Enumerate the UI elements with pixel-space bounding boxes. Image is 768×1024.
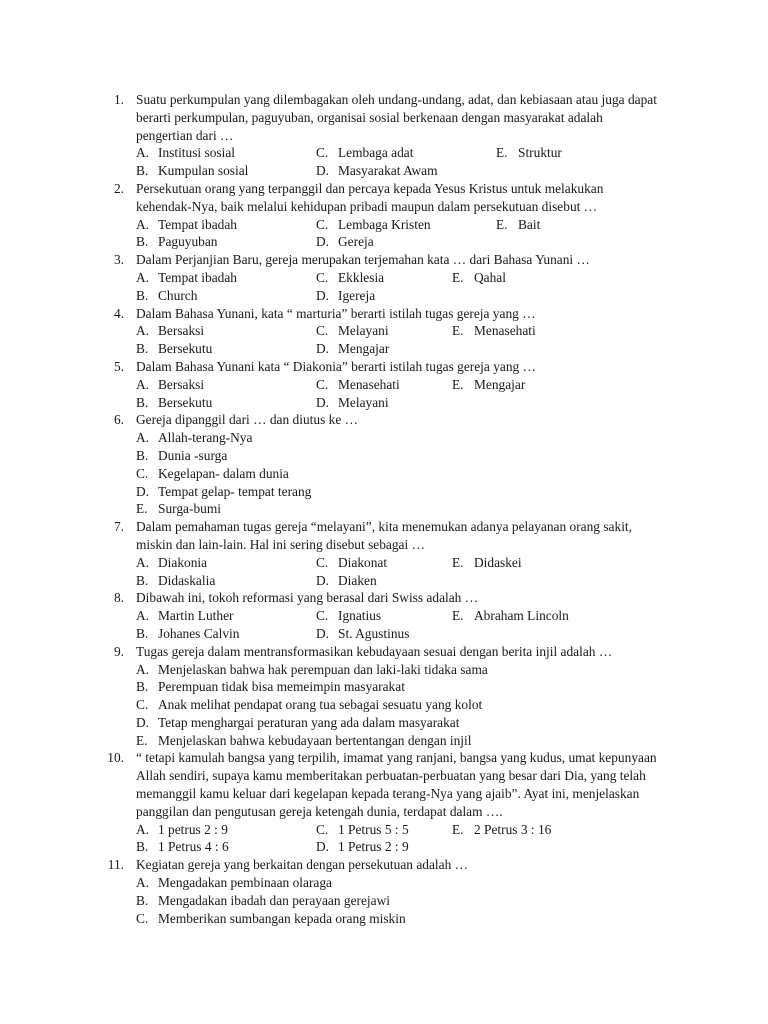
question-text: kehendak-Nya, baik melalui kehidupan pribadi maupun dalam persekutuan disebut … bbox=[136, 198, 598, 214]
option-text: Memberikan sumbangan kepada orang miskin bbox=[158, 910, 406, 926]
question-3 bbox=[0, 251, 768, 304]
answer-option bbox=[316, 340, 389, 358]
option-text: Didaskalia bbox=[158, 572, 216, 588]
answer-option bbox=[496, 144, 562, 162]
question-8 bbox=[0, 589, 768, 642]
option-letter: B. bbox=[136, 341, 149, 357]
option-text: Bait bbox=[518, 216, 541, 232]
option-letter: D. bbox=[316, 234, 330, 250]
option-text: Bersekutu bbox=[158, 394, 213, 410]
answer-option bbox=[136, 269, 237, 287]
answer-option bbox=[136, 838, 229, 856]
answer-option bbox=[452, 554, 522, 572]
option-letter: D. bbox=[136, 714, 150, 730]
question-line bbox=[0, 643, 768, 661]
option-row bbox=[0, 216, 768, 234]
option-letter: E. bbox=[452, 269, 464, 285]
option-row bbox=[0, 874, 768, 892]
option-row bbox=[0, 233, 768, 251]
option-letter: D. bbox=[316, 839, 330, 855]
answer-option bbox=[136, 430, 252, 445]
question-4 bbox=[0, 305, 768, 358]
question-6 bbox=[0, 411, 768, 518]
option-letter: B. bbox=[136, 839, 149, 855]
option-text: Allah-terang-Nya bbox=[158, 430, 253, 446]
question-text: Kegiatan gereja yang berkaitan dengan persekutuan adalah … bbox=[136, 857, 469, 873]
question-line bbox=[0, 803, 768, 821]
question-text: Dalam Perjanjian Baru, gereja merupakan terjemahan kata … dari Bahasa Yunani … bbox=[136, 252, 590, 268]
option-letter: A. bbox=[136, 269, 150, 285]
option-row bbox=[0, 625, 768, 643]
option-text: Tetap menghargai peraturan yang ada dalam masyarakat bbox=[158, 714, 460, 730]
question-line bbox=[0, 180, 768, 198]
answer-option bbox=[136, 162, 248, 180]
question-line bbox=[0, 358, 768, 376]
option-row bbox=[0, 162, 768, 180]
option-text: Mengadakan ibadah dan perayaan gerejawi bbox=[158, 892, 390, 908]
question-number: 7. bbox=[113, 519, 124, 535]
option-letter: E. bbox=[452, 554, 464, 570]
option-letter: B. bbox=[136, 447, 149, 463]
answer-option bbox=[136, 501, 221, 516]
option-text: St. Agustinus bbox=[338, 625, 410, 641]
option-letter: B. bbox=[136, 287, 149, 303]
option-letter: E. bbox=[136, 501, 148, 517]
answer-option bbox=[136, 233, 218, 251]
option-letter: D. bbox=[316, 625, 330, 641]
option-text: Church bbox=[158, 287, 198, 303]
option-letter: C. bbox=[316, 376, 329, 392]
option-letter: C. bbox=[136, 465, 149, 481]
answer-option bbox=[136, 448, 227, 463]
answer-option bbox=[452, 322, 536, 340]
option-text: Menjelaskan bahwa kebudayaan bertentangan dengan injil bbox=[158, 732, 472, 748]
question-line bbox=[0, 767, 768, 785]
option-letter: C. bbox=[316, 554, 329, 570]
option-text: Paguyuban bbox=[158, 234, 218, 250]
option-letter: C. bbox=[316, 608, 329, 624]
answer-option bbox=[136, 607, 234, 625]
answer-option bbox=[136, 679, 405, 694]
option-text: Diakonat bbox=[338, 554, 388, 570]
answer-option bbox=[316, 216, 431, 234]
option-text: Mengajar bbox=[474, 376, 526, 392]
option-letter: A. bbox=[136, 661, 150, 677]
option-text: 1 petrus 2 : 9 bbox=[158, 821, 228, 837]
answer-option bbox=[316, 287, 375, 305]
question-line bbox=[0, 305, 768, 323]
answer-option bbox=[316, 376, 400, 394]
option-text: Lembaga adat bbox=[338, 145, 414, 161]
option-text: Diakonia bbox=[158, 554, 208, 570]
option-letter: C. bbox=[136, 910, 149, 926]
answer-option bbox=[452, 269, 506, 287]
question-number: 2. bbox=[113, 180, 124, 196]
option-text: Ignatius bbox=[338, 608, 382, 624]
answer-option bbox=[136, 821, 228, 839]
option-row bbox=[0, 572, 768, 590]
option-row bbox=[0, 144, 768, 162]
question-text: Tugas gereja dalam mentransformasikan kebudayaan sesuai dengan berita injil adalah … bbox=[136, 643, 613, 659]
answer-option bbox=[136, 893, 390, 908]
option-text: Igereja bbox=[338, 287, 376, 303]
option-letter: A. bbox=[136, 216, 150, 232]
question-number: 4. bbox=[113, 305, 124, 321]
option-letter: A. bbox=[136, 554, 150, 570]
option-text: Dunia -surga bbox=[158, 447, 228, 463]
answer-option bbox=[136, 875, 332, 890]
question-line bbox=[0, 109, 768, 127]
option-text: Menasehati bbox=[474, 323, 536, 339]
option-letter: C. bbox=[316, 821, 329, 837]
option-text: Struktur bbox=[518, 145, 562, 161]
answer-option bbox=[136, 697, 482, 712]
option-row bbox=[0, 678, 768, 696]
answer-option bbox=[136, 144, 235, 162]
question-line bbox=[0, 785, 768, 803]
answer-option bbox=[136, 340, 212, 358]
option-row bbox=[0, 394, 768, 412]
option-letter: B. bbox=[136, 625, 149, 641]
option-row bbox=[0, 714, 768, 732]
answer-option bbox=[136, 484, 311, 499]
option-letter: E. bbox=[496, 145, 508, 161]
question-line bbox=[0, 198, 768, 216]
question-text: pengertian dari … bbox=[136, 127, 234, 143]
option-text: Tempat ibadah bbox=[158, 216, 238, 232]
question-text: Dalam pemahaman tugas gereja “melayani”, kita menemukan adanya pelayanan orang sakit, bbox=[136, 519, 632, 535]
option-letter: B. bbox=[136, 892, 149, 908]
answer-option bbox=[316, 821, 409, 839]
option-letter: B. bbox=[136, 394, 149, 410]
option-row bbox=[0, 500, 768, 518]
answer-option bbox=[136, 376, 204, 394]
option-row bbox=[0, 447, 768, 465]
answer-option bbox=[316, 269, 384, 287]
option-row bbox=[0, 429, 768, 447]
question-number: 8. bbox=[113, 590, 124, 606]
option-letter: B. bbox=[136, 234, 149, 250]
option-text: Lembaga Kristen bbox=[338, 216, 431, 232]
option-text: Bersekutu bbox=[158, 341, 213, 357]
answer-option bbox=[136, 625, 239, 643]
question-10 bbox=[0, 749, 768, 856]
option-text: Bersaksi bbox=[158, 323, 205, 339]
question-text: memanggil kamu keluar dari kegelapan kepada terang-Nya yang ajaib”. Ayat ini, menjelaskan bbox=[136, 786, 640, 802]
option-row bbox=[0, 322, 768, 340]
question-text: Dalam Bahasa Yunani kata “ Diakonia” berarti istilah tugas gereja yang … bbox=[136, 358, 536, 374]
answer-option bbox=[136, 216, 237, 234]
option-text: Johanes Calvin bbox=[158, 625, 240, 641]
question-text: berarti perkumpulan, paguyuban, organisai sosial berkenaan dengan masyarakat adalah bbox=[136, 109, 603, 125]
option-row bbox=[0, 696, 768, 714]
answer-option bbox=[316, 162, 438, 180]
option-letter: D. bbox=[316, 572, 330, 588]
option-text: Menasehati bbox=[338, 376, 400, 392]
answer-option bbox=[316, 144, 413, 162]
option-text: Tempat gelap- tempat terang bbox=[158, 483, 312, 499]
option-letter: A. bbox=[136, 608, 150, 624]
option-letter: E. bbox=[452, 821, 464, 837]
option-text: Mengadakan pembinaan olaraga bbox=[158, 875, 332, 891]
question-text: Gereja dipanggil dari … dan diutus ke … bbox=[136, 412, 359, 428]
answer-option bbox=[316, 607, 381, 625]
question-line bbox=[0, 536, 768, 554]
answer-option bbox=[316, 233, 374, 251]
option-row bbox=[0, 483, 768, 501]
question-number: 3. bbox=[113, 252, 124, 268]
option-row bbox=[0, 554, 768, 572]
question-number: 11. bbox=[107, 857, 124, 873]
answer-option bbox=[316, 554, 387, 572]
option-letter: C. bbox=[316, 323, 329, 339]
option-row bbox=[0, 838, 768, 856]
question-text: Dibawah ini, tokoh reformasi yang berasal dari Swiss adalah … bbox=[136, 590, 479, 606]
answer-option bbox=[316, 572, 377, 590]
option-row bbox=[0, 287, 768, 305]
option-text: 2 Petrus 3 : 16 bbox=[474, 821, 552, 837]
option-text: Surga-bumi bbox=[158, 501, 221, 517]
option-letter: E. bbox=[452, 608, 464, 624]
question-2 bbox=[0, 180, 768, 251]
question-text: Allah sendiri, supaya kamu memberitakan perbuatan-perbuatan yang besar dari Dia, yang telah bbox=[136, 768, 646, 784]
option-letter: A. bbox=[136, 145, 150, 161]
question-number: 9. bbox=[113, 643, 124, 659]
question-text: panggilan dan pengutusan gereja ketengah dunia, terdapat dalam …. bbox=[136, 803, 503, 819]
option-text: Melayani bbox=[338, 394, 389, 410]
answer-option bbox=[136, 733, 471, 748]
question-text: Dalam Bahasa Yunani, kata “ marturia” berarti istilah tugas gereja yang … bbox=[136, 305, 536, 321]
option-letter: D. bbox=[316, 287, 330, 303]
question-number: 10. bbox=[107, 750, 124, 766]
question-line bbox=[0, 749, 768, 767]
option-letter: E. bbox=[452, 323, 464, 339]
question-line bbox=[0, 411, 768, 429]
question-1 bbox=[0, 91, 768, 180]
option-letter: C. bbox=[316, 269, 329, 285]
option-text: Diaken bbox=[338, 572, 377, 588]
option-text: Martin Luther bbox=[158, 608, 234, 624]
question-line bbox=[0, 91, 768, 109]
question-number: 6. bbox=[113, 412, 124, 428]
question-5 bbox=[0, 358, 768, 411]
question-line bbox=[0, 251, 768, 269]
question-list bbox=[0, 91, 768, 927]
question-text: Persekutuan orang yang terpanggil dan percaya kepada Yesus Kristus untuk melakukan bbox=[136, 180, 604, 196]
option-text: Gereja bbox=[338, 234, 374, 250]
option-letter: C. bbox=[316, 216, 329, 232]
option-row bbox=[0, 892, 768, 910]
option-text: Masyarakat Awam bbox=[338, 163, 438, 179]
answer-option bbox=[496, 216, 540, 234]
option-letter: D. bbox=[316, 163, 330, 179]
option-letter: C. bbox=[136, 697, 149, 713]
question-9 bbox=[0, 643, 768, 750]
option-text: Perempuan tidak bisa memeimpin masyarakat bbox=[158, 679, 405, 695]
option-row bbox=[0, 661, 768, 679]
option-letter: A. bbox=[136, 323, 150, 339]
answer-option bbox=[452, 376, 525, 394]
answer-option bbox=[316, 394, 389, 412]
option-letter: E. bbox=[452, 376, 464, 392]
option-row bbox=[0, 821, 768, 839]
option-letter: D. bbox=[316, 341, 330, 357]
option-letter: E. bbox=[496, 216, 508, 232]
answer-option bbox=[136, 394, 212, 412]
answer-option bbox=[452, 607, 569, 625]
question-line bbox=[0, 856, 768, 874]
option-letter: C. bbox=[316, 145, 329, 161]
option-letter: A. bbox=[136, 430, 150, 446]
option-letter: A. bbox=[136, 821, 150, 837]
option-text: 1 Petrus 5 : 5 bbox=[338, 821, 409, 837]
option-text: Institusi sosial bbox=[158, 145, 236, 161]
option-text: Kegelapan- dalam dunia bbox=[158, 465, 289, 481]
option-text: Anak melihat pendapat orang tua sebagai sesuatu yang kolot bbox=[158, 697, 483, 713]
question-text: “ tetapi kamulah bangsa yang terpilih, imamat yang ranjani, bangsa yang kudus, umat kepunyaan bbox=[136, 750, 657, 766]
question-text: Suatu perkumpulan yang dilembagakan oleh undang-undang, adat, dan kebiasaan atau juga dapat bbox=[136, 92, 657, 107]
question-line bbox=[0, 518, 768, 536]
option-text: Mengajar bbox=[338, 341, 390, 357]
option-row bbox=[0, 340, 768, 358]
option-letter: B. bbox=[136, 679, 149, 695]
option-letter: D. bbox=[316, 394, 330, 410]
question-line bbox=[0, 589, 768, 607]
option-letter: E. bbox=[136, 732, 148, 748]
question-number: 1. bbox=[113, 92, 124, 107]
option-letter: D. bbox=[136, 483, 150, 499]
question-text: miskin dan lain-lain. Hal ini sering disebut sebagai … bbox=[136, 536, 425, 552]
option-row bbox=[0, 269, 768, 287]
option-text: Menjelaskan bahwa hak perempuan dan laki-laki tidaka sama bbox=[158, 661, 488, 677]
option-text: 1 Petrus 2 : 9 bbox=[338, 839, 409, 855]
option-letter: A. bbox=[136, 376, 150, 392]
answer-option bbox=[136, 572, 215, 590]
option-text: Ekklesia bbox=[338, 269, 385, 285]
answer-option bbox=[136, 322, 204, 340]
option-row bbox=[0, 465, 768, 483]
option-letter: B. bbox=[136, 163, 149, 179]
option-row bbox=[0, 607, 768, 625]
question-11 bbox=[0, 856, 768, 927]
question-line bbox=[0, 127, 768, 145]
answer-option bbox=[452, 821, 551, 839]
option-text: Qahal bbox=[474, 269, 506, 285]
option-text: Abraham Lincoln bbox=[474, 608, 569, 624]
option-letter: B. bbox=[136, 572, 149, 588]
answer-option bbox=[136, 466, 289, 481]
question-7 bbox=[0, 518, 768, 589]
answer-option bbox=[316, 625, 409, 643]
option-row bbox=[0, 732, 768, 750]
option-text: Kumpulan sosial bbox=[158, 163, 249, 179]
option-text: Tempat ibadah bbox=[158, 269, 238, 285]
option-row bbox=[0, 910, 768, 928]
option-text: Didaskei bbox=[474, 554, 522, 570]
answer-option bbox=[136, 662, 488, 677]
answer-option bbox=[136, 554, 207, 572]
answer-option bbox=[136, 287, 197, 305]
answer-option bbox=[136, 715, 459, 730]
option-text: 1 Petrus 4 : 6 bbox=[158, 839, 229, 855]
answer-option bbox=[316, 838, 409, 856]
answer-option bbox=[316, 322, 389, 340]
question-number: 5. bbox=[113, 358, 124, 374]
option-letter: A. bbox=[136, 875, 150, 891]
option-text: Bersaksi bbox=[158, 376, 205, 392]
option-text: Melayani bbox=[338, 323, 389, 339]
option-row bbox=[0, 376, 768, 394]
answer-option bbox=[136, 911, 406, 926]
